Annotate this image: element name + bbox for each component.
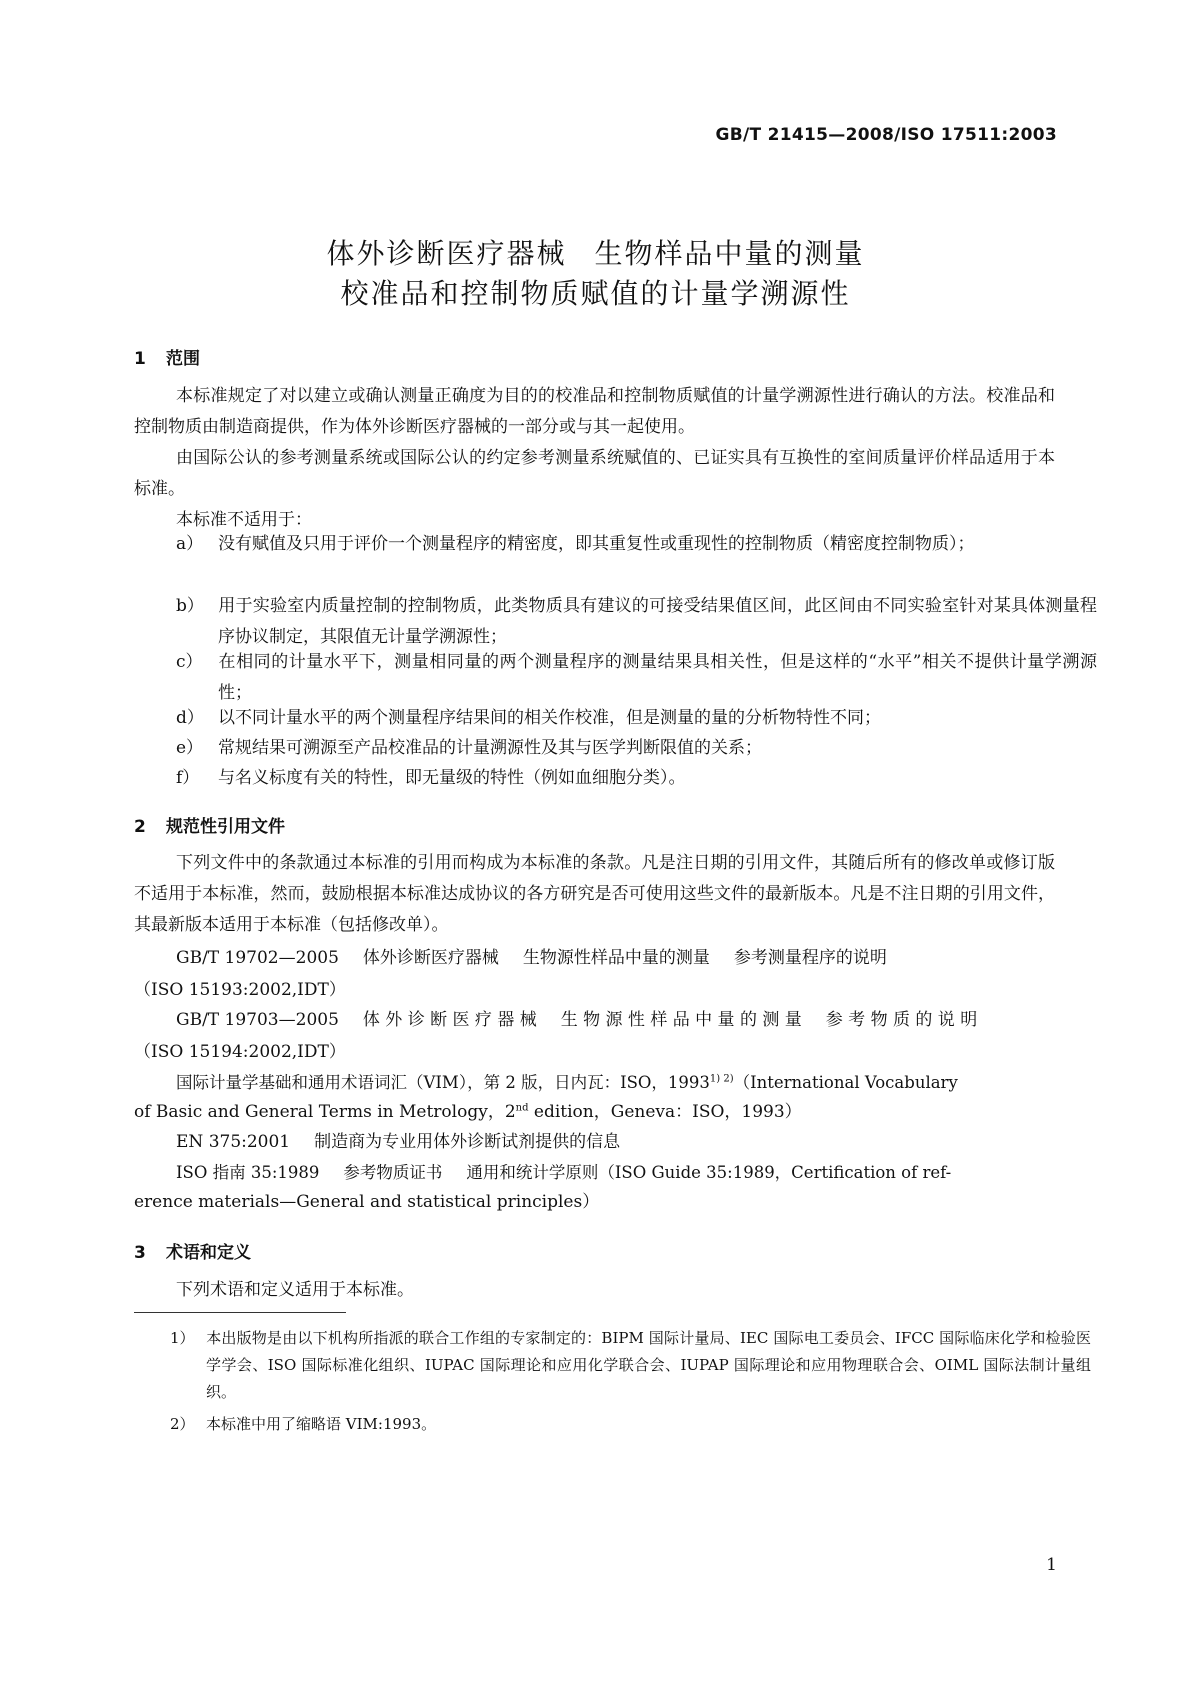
list-item: b） 用于实验室内质量控制的控制物质，此类物质具有建议的可接受结果值区间，此区间由不同实验室针对某具体测量程序协议制定，其限值无计量学溯源性； <box>176 596 1097 647</box>
footnote: 2） 本标准中用了缩略语 VIM:1993。 <box>170 1415 437 1433</box>
paragraph: 本标准不适用于： <box>176 510 312 530</box>
section-heading-1 <box>134 344 200 369</box>
paragraph: 由国际公认的参考测量系统或国际公认的约定参考测量系统赋值的、已证实具有互换性的室间质量评价样品适用于本标准。 <box>134 448 1055 499</box>
section-heading-2 <box>134 812 285 837</box>
reference-en-375: EN 375:2001 制造商为专业用体外诊断试剂提供的信息 <box>176 1132 621 1152</box>
reference-vim: 国际计量学基础和通用术语词汇（VIM），第 2 版，日内瓦：ISO，$1993^{1) 2)}(International$ Vocabulary <box>176 1073 958 1092</box>
paragraph: 本标准规定了对以建立或确认测量正确度为目的的校准品和控制物质赋值的计量学溯源性进行确认的方法。校准品和控制物质由制造商提供，作为体外诊断医疗器械的一部分或与其一起使用。 <box>134 386 1055 437</box>
reference-continuation: erence materials—General and statistical principles） <box>134 1192 600 1212</box>
section-title: 范围 <box>166 349 200 369</box>
section-number: 2 <box>134 817 146 837</box>
section-title: 规范性引用文件 <box>166 817 285 837</box>
reference-gb-t-19702: GB/T 19702—2005 体外诊断医疗器械 生物源性样品中量的测量 参考测量程序的说明 <box>176 948 887 968</box>
reference-iso-guide-35: ISO 指南 35:1989 参考物质证书 通用和统计学原则（ISO Guide 35:1989，Certification of ref- <box>176 1163 952 1182</box>
document-title-line-1 <box>0 232 1191 272</box>
standard-number: GB/T 21415—2008/ISO 17511:2003 <box>715 125 1057 145</box>
list-item: a） 没有赋值及只用于评价一个测量程序的精密度，即其重复性或重现性的控制物质（精密度控制物质）； <box>176 534 975 554</box>
list-item: f） 与名义标度有关的特性，即无量级的特性（例如血细胞分类）。 <box>176 768 686 788</box>
title-part-1: 体外诊断医疗器械 <box>326 237 567 270</box>
list-item: e） 常规结果可溯源至产品校准品的计量溯源性及其与医学判断限值的关系； <box>176 738 762 758</box>
document-title-line-2: 校准品和控制物质赋值的计量学溯源性 <box>340 277 851 310</box>
section-heading-3 <box>134 1238 251 1263</box>
page-number: 1 <box>1046 1555 1057 1575</box>
paragraph: 下列术语和定义适用于本标准。 <box>176 1280 414 1300</box>
paragraph: 下列文件中的条款通过本标准的引用而构成为本标准的条款。凡是注日期的引用文件，其随后所有的修改单或修订版不适用于本标准，然而，鼓励根据本标准达成协议的各方研究是否可使用这些文件的最新版本。凡是不注日期的引用文件，其最新版本适用于本标准（包括修改单）。 <box>134 853 1055 935</box>
footnote-separator <box>134 1312 346 1313</box>
title-part-2: 生物样品中量的测量 <box>594 237 865 270</box>
reference-continuation: （ISO 15194:2002,IDT） <box>134 1042 346 1062</box>
footnote: 1） 本出版物是由以下机构所指派的联合工作组的专家制定的：BIPM 国际计量局、IEC 国际电工委员会、IFCC 国际临床化学和检验医学学会、ISO 国际标准化组织、IUPAC 国际理论和应用化学联合会、IUPAP 国际理论和应用物理联合会、OIML 国际法制计量组织。 <box>170 1329 1091 1401</box>
reference-continuation: of Basic and General Terms in Metrology，2nd edition，Geneva：ISO，1993） <box>134 1102 802 1122</box>
section-title: 术语和定义 <box>166 1243 251 1263</box>
list-item: d） 以不同计量水平的两个测量程序结果间的相关作校准，但是测量的量的分析物特性不同； <box>176 708 881 728</box>
reference-continuation: （ISO 15193:2002,IDT） <box>134 980 346 1000</box>
section-number: 1 <box>134 349 146 369</box>
reference-gb-t-19703: GB/T 19703—2005 体 外 诊 断 医 疗 器 械 生 物 源 性 样 品 中 量 的 测 量 参 考 物 质 的 说 明 <box>176 1010 978 1030</box>
section-number: 3 <box>134 1243 146 1263</box>
list-item: c） 在相同的计量水平下，测量相同量的两个测量程序的测量结果具相关性，但是这样的“水平”相关不提供计量学溯源性； <box>176 652 1097 703</box>
